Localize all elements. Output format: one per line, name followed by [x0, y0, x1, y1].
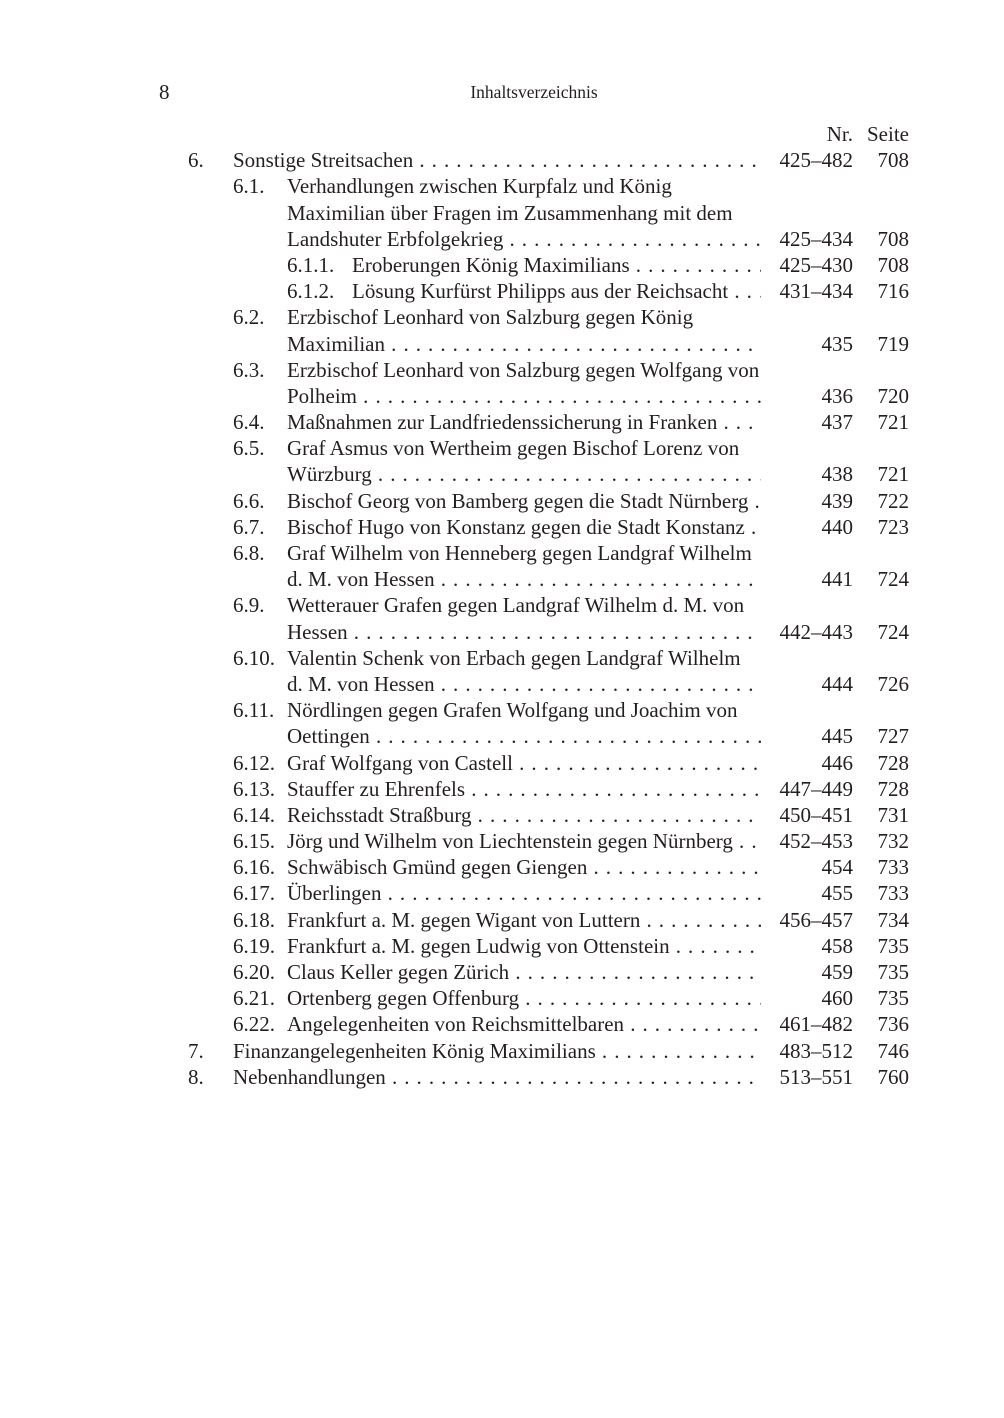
page-number: 8	[159, 80, 170, 104]
toc-entry-title: Überlingen . . .	[287, 880, 761, 906]
column-header-seite: Seite	[867, 122, 909, 146]
toc-entry-page: 732	[877, 829, 909, 854]
toc-entry-page: 736	[877, 1012, 909, 1037]
toc-entry-title: Jörg und Wilhelm von Liechtenstein gegen Nürnberg . . .	[287, 828, 761, 854]
toc-entry-title: Nördlingen gegen Grafen Wolfgang und Joachim von	[287, 698, 738, 723]
toc-entry-title: Ortenberg gegen Offenburg . . .	[287, 985, 761, 1011]
toc-entry-number: 6.16.	[233, 855, 275, 880]
toc-entry-title: Hessen . . .	[287, 619, 761, 645]
toc-entry-page: 720	[877, 383, 909, 408]
toc-entry-nr: 446	[821, 750, 853, 775]
toc-entry-title: Angelegenheiten von Reichsmittelbaren . . .	[287, 1011, 761, 1037]
toc-entry-page: 708	[877, 226, 909, 251]
toc-entry-nr: 445	[821, 724, 853, 749]
toc-entry-page: 727	[877, 724, 909, 749]
toc-entry-nr: 452–453	[779, 829, 853, 854]
toc-entry-number: 8.	[188, 1064, 204, 1089]
toc-entry-title: Reichsstadt Straßburg . . .	[287, 802, 761, 828]
toc-entry-number: 6.19.	[233, 933, 275, 958]
toc-entry-page: 734	[877, 907, 909, 932]
toc-entry-page: 735	[877, 986, 909, 1011]
toc-entry-title: Würzburg . . .	[287, 461, 761, 487]
toc-entry	[0, 488, 1004, 514]
toc-entry-page: 716	[877, 279, 909, 304]
toc-entry-page: 724	[877, 567, 909, 592]
toc-entry	[0, 540, 1004, 566]
toc-entry	[0, 880, 1004, 906]
toc-entry-nr: 513–551	[779, 1064, 853, 1089]
toc-entry-title: Maßnahmen zur Landfriedenssicherung in Franken . . .	[287, 409, 761, 435]
toc-entry-nr: 450–451	[779, 802, 853, 827]
toc-entry-page: 760	[877, 1064, 909, 1089]
toc-entry-number: 6.18.	[233, 907, 275, 932]
toc-entry-page: 731	[877, 802, 909, 827]
toc-entry	[0, 1011, 1004, 1037]
toc-entry-title: Schwäbisch Gmünd gegen Giengen . . .	[287, 854, 761, 880]
toc-entry-number: 6.8.	[233, 541, 265, 565]
toc-entry-nr: 435	[821, 331, 853, 356]
toc-entry-nr: 436	[821, 383, 853, 408]
toc-entry-title: Frankfurt a. M. gegen Ludwig von Ottenstein . . .	[287, 933, 761, 959]
toc-entry-continuation	[0, 200, 1004, 226]
toc-entry-number: 6.12.	[233, 750, 275, 775]
toc-entry-nr: 439	[821, 488, 853, 513]
toc-entry-title: Graf Wolfgang von Castell . . .	[287, 750, 761, 776]
toc-entry-number: 6.20.	[233, 960, 275, 984]
toc-entry	[0, 304, 1004, 330]
toc-entry-title: Eroberungen König Maximilians . . .	[352, 252, 761, 278]
toc-entry	[0, 907, 1004, 933]
toc-entry-title: Stauffer zu Ehrenfels . . .	[287, 776, 761, 802]
toc-entry	[0, 357, 1004, 383]
toc-entry	[0, 173, 1004, 199]
toc-entry-continuation	[0, 226, 1004, 252]
toc-entry-nr: 454	[821, 855, 853, 880]
toc-entry	[0, 252, 1004, 278]
toc-entry-number: 6.15.	[233, 829, 275, 854]
toc-entry	[0, 1064, 1004, 1090]
toc-entry-nr: 425–434	[779, 226, 853, 251]
toc-entry-title: Polheim . . .	[287, 383, 761, 409]
toc-entries	[0, 147, 1004, 1090]
toc-entry-nr: 460	[821, 986, 853, 1011]
toc-entry-nr: 441	[821, 567, 853, 592]
toc-entry	[0, 854, 1004, 880]
toc-entry-title: Frankfurt a. M. gegen Wigant von Luttern . . .	[287, 907, 761, 933]
toc-entry-nr: 440	[821, 514, 853, 539]
toc-entry-title: Maximilian über Fragen im Zusammenhang mit dem	[287, 200, 733, 225]
toc-entry	[0, 435, 1004, 461]
toc-entry-number: 6.11.	[233, 698, 275, 723]
toc-entry-number: 6.7.	[233, 514, 265, 539]
toc-entry-title: Sonstige Streitsachen . . .	[233, 147, 761, 173]
toc-entry-title: Lösung Kurfürst Philipps aus der Reichsacht . . .	[352, 278, 761, 304]
toc-entry-page: 735	[877, 960, 909, 984]
table-of-contents	[0, 121, 1004, 1090]
toc-entry-nr: 459	[821, 960, 853, 984]
toc-entry-page: 724	[877, 619, 909, 644]
toc-entry-continuation	[0, 331, 1004, 357]
toc-entry-page: 721	[877, 462, 909, 487]
toc-entry-page: 726	[877, 671, 909, 696]
toc-entry-title: Bischof Hugo von Konstanz gegen die Stadt Konstanz . . .	[287, 514, 761, 540]
toc-entry-title: Finanzangelegenheiten König Maximilians . . .	[233, 1038, 761, 1064]
toc-entry	[0, 750, 1004, 776]
toc-entry-page: 746	[877, 1038, 909, 1063]
toc-entry-page: 733	[877, 855, 909, 880]
toc-entry-number: 6.5.	[233, 436, 265, 461]
toc-entry-page: 733	[877, 881, 909, 906]
toc-entry-title: Oettingen . . .	[287, 723, 761, 749]
toc-entry	[0, 697, 1004, 723]
toc-entry-title: Claus Keller gegen Zürich . . .	[287, 959, 761, 985]
toc-entry-title: Graf Wilhelm von Henneberg gegen Landgraf Wilhelm	[287, 541, 752, 565]
toc-entry-number: 6.21.	[233, 986, 275, 1011]
toc-entry-title: Bischof Georg von Bamberg gegen die Stadt Nürnberg . . .	[287, 488, 761, 514]
toc-entry	[0, 592, 1004, 618]
toc-entry-number: 6.2.	[233, 305, 265, 330]
toc-entry-nr: 438	[821, 462, 853, 487]
toc-entry-page: 708	[877, 148, 909, 173]
toc-entry-continuation	[0, 383, 1004, 409]
toc-entry-nr: 437	[821, 410, 853, 435]
toc-entry-continuation	[0, 723, 1004, 749]
toc-entry-page: 721	[877, 410, 909, 435]
running-head: Inhaltsverzeichnis	[470, 82, 598, 102]
toc-entry-nr: 425–430	[779, 252, 853, 277]
toc-entry-nr: 483–512	[779, 1038, 853, 1063]
toc-entry-title: d. M. von Hessen . . .	[287, 566, 761, 592]
toc-entry-nr: 458	[821, 933, 853, 958]
toc-entry-title: Erzbischof Leonhard von Salzburg gegen Wolfgang von	[287, 357, 760, 382]
toc-entry	[0, 645, 1004, 671]
toc-entry-page: 719	[877, 331, 909, 356]
toc-entry-number: 6.1.1.	[287, 252, 335, 277]
toc-entry-number: 6.10.	[233, 645, 275, 670]
toc-entry-title: d. M. von Hessen . . .	[287, 671, 761, 697]
toc-entry-number: 6.1.2.	[287, 279, 335, 304]
toc-entry-title: Wetterauer Grafen gegen Landgraf Wilhelm d. M. von	[287, 593, 745, 618]
toc-entry	[0, 278, 1004, 304]
toc-entry-nr: 442–443	[779, 619, 853, 644]
toc-entry-title: Landshuter Erbfolgekrieg . . .	[287, 226, 761, 252]
toc-entry	[0, 985, 1004, 1011]
toc-entry-continuation	[0, 566, 1004, 592]
toc-entry-nr: 461–482	[779, 1012, 853, 1037]
toc-entry	[0, 776, 1004, 802]
toc-entry	[0, 802, 1004, 828]
toc-entry-nr: 425–482	[779, 148, 853, 173]
toc-entry-number: 6.4.	[233, 410, 265, 435]
toc-entry-number: 6.17.	[233, 881, 275, 906]
toc-entry-page: 735	[877, 933, 909, 958]
toc-entry-number: 6.13.	[233, 776, 275, 801]
toc-entry	[0, 147, 1004, 173]
toc-entry	[0, 959, 1004, 985]
toc-entry-number: 6.22.	[233, 1012, 275, 1037]
toc-entry-number: 6.6.	[233, 488, 265, 513]
toc-entry-page: 708	[877, 252, 909, 277]
toc-entry-nr: 455	[821, 881, 853, 906]
toc-entry	[0, 828, 1004, 854]
column-header-row	[0, 121, 1004, 147]
toc-entry-nr: 444	[821, 671, 853, 696]
toc-entry-title: Valentin Schenk von Erbach gegen Landgraf Wilhelm	[287, 645, 741, 670]
toc-entry-title: Nebenhandlungen . . .	[233, 1064, 761, 1090]
toc-entry-title: Erzbischof Leonhard von Salzburg gegen König	[287, 305, 694, 330]
toc-entry-page: 722	[877, 488, 909, 513]
toc-entry-number: 6.1.	[233, 174, 265, 199]
toc-entry-continuation	[0, 671, 1004, 697]
toc-entry-nr: 456–457	[779, 907, 853, 932]
toc-entry	[0, 933, 1004, 959]
toc-entry-number: 6.3.	[233, 357, 265, 382]
toc-entry-page: 728	[877, 750, 909, 775]
toc-entry	[0, 409, 1004, 435]
column-header-nr: Nr.	[826, 122, 853, 146]
toc-entry-number: 6.	[188, 148, 204, 173]
toc-entry-page: 723	[877, 514, 909, 539]
toc-entry-continuation	[0, 461, 1004, 487]
toc-entry-page: 728	[877, 776, 909, 801]
toc-entry-title: Graf Asmus von Wertheim gegen Bischof Lorenz von	[287, 436, 740, 461]
toc-entry-number: 6.14.	[233, 802, 275, 827]
toc-entry-number: 6.9.	[233, 593, 265, 618]
toc-entry-title: Maximilian . . .	[287, 331, 761, 357]
toc-entry-title: Verhandlungen zwischen Kurpfalz und König	[287, 174, 672, 199]
toc-entry	[0, 514, 1004, 540]
toc-entry-nr: 447–449	[779, 776, 853, 801]
toc-entry	[0, 1038, 1004, 1064]
toc-entry-number: 7.	[188, 1038, 204, 1063]
toc-entry-nr: 431–434	[779, 279, 853, 304]
toc-entry-continuation	[0, 619, 1004, 645]
